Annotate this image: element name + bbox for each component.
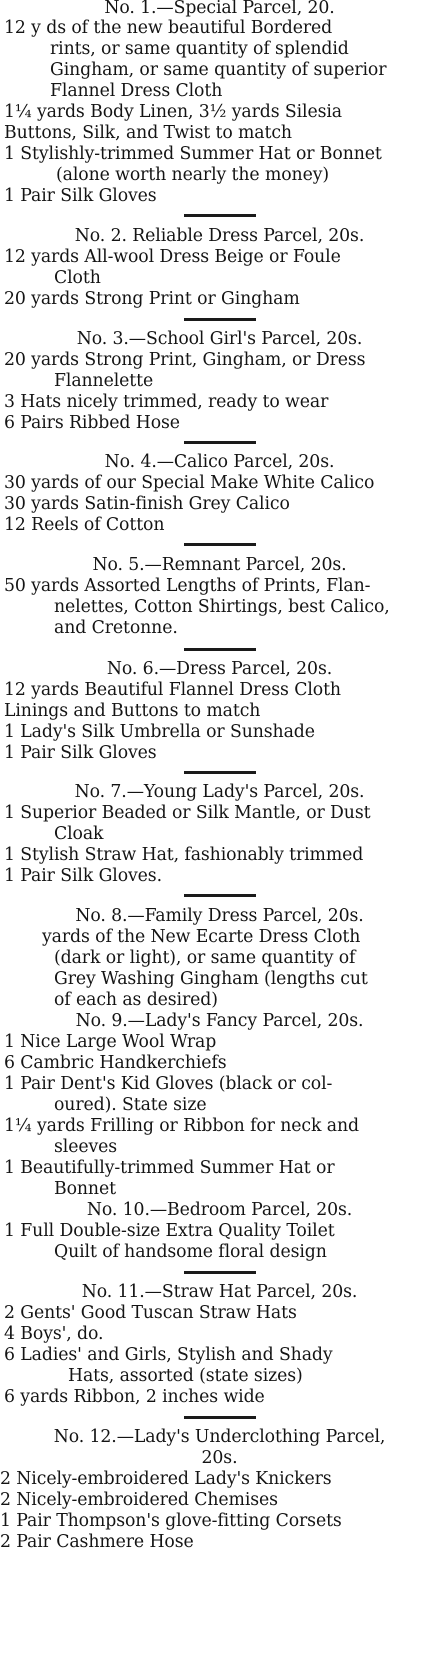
- section-7-heading: No. 7.—Young Lady's Parcel, 20s.: [74, 782, 365, 802]
- section-divider-5: [184, 648, 256, 651]
- section-8-line-2: (dark or light), or same quantity of: [54, 948, 356, 968]
- section-6-line-1: 12 yards Beautiful Flannel Dress Cloth: [4, 680, 341, 700]
- section-divider-11: [184, 1416, 256, 1419]
- section-1-line-1: 12 y ds of the new beautiful Bordered: [4, 18, 333, 38]
- section-10-line-1: 1 Full Double-size Extra Quality Toilet: [4, 1221, 335, 1241]
- section-2-line-2: Cloth: [54, 268, 101, 288]
- section-1-heading: No. 1.—Special Parcel, 20.: [104, 0, 335, 18]
- section-12-line-4: 2 Pair Cashmere Hose: [0, 1532, 194, 1552]
- section-2-line-1: 12 yards All-wool Dress Beige or Foule: [4, 247, 341, 267]
- section-3-line-1: 20 yards Strong Print, Gingham, or Dress: [4, 350, 366, 370]
- section-divider-2: [184, 318, 256, 321]
- section-11-line-3: 6 Ladies' and Girls, Stylish and Shady: [4, 1345, 333, 1365]
- section-9-line-8: Bonnet: [54, 1179, 116, 1199]
- section-9-line-7: 1 Beautifully-trimmed Summer Hat or: [4, 1158, 335, 1178]
- section-9-heading: No. 9.—Lady's Fancy Parcel, 20s.: [75, 1011, 364, 1031]
- section-12-line-1: 2 Nicely-embroidered Lady's Knickers: [0, 1469, 332, 1489]
- section-12-heading-continued: 20s.: [201, 1448, 238, 1468]
- section-2-heading: No. 2. Reliable Dress Parcel, 20s.: [74, 226, 365, 246]
- section-9-line-5: 1¼ yards Frilling or Ribbon for neck and: [4, 1116, 359, 1136]
- section-10-heading: No. 10.—Bedroom Parcel, 20s.: [86, 1200, 353, 1220]
- section-5-line-2: nelettes, Cotton Shirtings, best Calico,: [54, 597, 390, 617]
- section-divider-1: [184, 214, 256, 217]
- section-9-line-1: 1 Nice Large Wool Wrap: [4, 1032, 217, 1052]
- section-1-line-7: 1 Stylishly-trimmed Summer Hat or Bonnet: [4, 144, 382, 164]
- section-11-line-2: 4 Boys', do.: [4, 1324, 104, 1344]
- section-9-line-6: sleeves: [54, 1137, 118, 1157]
- section-5-heading: No. 5.—Remnant Parcel, 20s.: [92, 555, 347, 575]
- section-7-line-4: 1 Pair Silk Gloves.: [4, 866, 162, 886]
- section-12-line-3: 1 Pair Thompson's glove-fitting Corsets: [0, 1511, 342, 1531]
- section-8-line-1: yards of the New Ecarte Dress Cloth: [42, 927, 361, 947]
- section-4-line-2: 30 yards Satin-finish Grey Calico: [4, 494, 290, 514]
- section-7-line-2: Cloak: [54, 824, 104, 844]
- section-4-line-3: 12 Reels of Cotton: [4, 515, 165, 535]
- section-1-line-2: rints, or same quantity of splendid: [50, 39, 349, 59]
- section-12-heading: No. 12.—Lady's Underclothing Parcel,: [53, 1427, 386, 1447]
- section-8-heading: No. 8.—Family Dress Parcel, 20s.: [75, 906, 364, 926]
- section-10-line-2: Quilt of handsome floral design: [54, 1242, 327, 1262]
- section-1-line-6: Buttons, Silk, and Twist to match: [4, 123, 292, 143]
- section-divider-3: [184, 441, 256, 444]
- section-11-heading: No. 11.—Straw Hat Parcel, 20s.: [81, 1282, 358, 1302]
- section-divider-6: [184, 771, 256, 774]
- section-1-line-9: 1 Pair Silk Gloves: [4, 186, 157, 206]
- section-3-heading: No. 3.—School Girl's Parcel, 20s.: [76, 329, 363, 349]
- section-7-line-1: 1 Superior Beaded or Silk Mantle, or Dust: [4, 803, 371, 823]
- section-1-line-4: Flannel Dress Cloth: [50, 81, 223, 101]
- section-3-line-2: Flannelette: [54, 371, 154, 391]
- section-divider-4: [184, 543, 256, 546]
- section-2-line-3: 20 yards Strong Print or Gingham: [4, 289, 300, 309]
- section-6-heading: No. 6.—Dress Parcel, 20s.: [106, 659, 333, 679]
- section-5-line-1: 50 yards Assorted Lengths of Prints, Flan-: [4, 576, 371, 596]
- section-5-line-3: and Cretonne.: [54, 618, 178, 638]
- section-6-line-2: Linings and Buttons to match: [4, 701, 261, 721]
- section-4-heading: No. 4.—Calico Parcel, 20s.: [104, 452, 335, 472]
- section-9-line-4: oured). State size: [54, 1095, 207, 1115]
- section-divider-10: [184, 1271, 256, 1274]
- section-11-line-1: 2 Gents' Good Tuscan Straw Hats: [4, 1303, 297, 1323]
- section-9-line-2: 6 Cambric Handkerchiefs: [4, 1053, 227, 1073]
- section-6-line-4: 1 Pair Silk Gloves: [4, 743, 157, 763]
- section-1-line-3: Gingham, or same quantity of superior: [50, 60, 387, 80]
- section-3-line-4: 6 Pairs Ribbed Hose: [4, 413, 180, 433]
- section-8-line-4: of each as desired): [54, 990, 218, 1010]
- section-7-line-3: 1 Stylish Straw Hat, fashionably trimmed: [4, 845, 364, 865]
- section-3-line-3: 3 Hats nicely trimmed, ready to wear: [4, 392, 329, 412]
- section-8-line-3: Grey Washing Gingham (lengths cut: [54, 969, 368, 989]
- section-11-line-4: Hats, assorted (state sizes): [68, 1366, 303, 1386]
- section-divider-7: [184, 894, 256, 897]
- section-11-line-5: 6 yards Ribbon, 2 inches wide: [4, 1387, 265, 1407]
- section-12-line-2: 2 Nicely-embroidered Chemises: [0, 1490, 278, 1510]
- section-1-line-5: 1¼ yards Body Linen, 3½ yards Silesia: [4, 102, 342, 122]
- section-9-line-3: 1 Pair Dent's Kid Gloves (black or col-: [4, 1074, 333, 1094]
- section-4-line-1: 30 yards of our Special Make White Calico: [4, 473, 375, 493]
- section-1-line-8: (alone worth nearly the money): [56, 165, 330, 185]
- section-6-line-3: 1 Lady's Silk Umbrella or Sunshade: [4, 722, 315, 742]
